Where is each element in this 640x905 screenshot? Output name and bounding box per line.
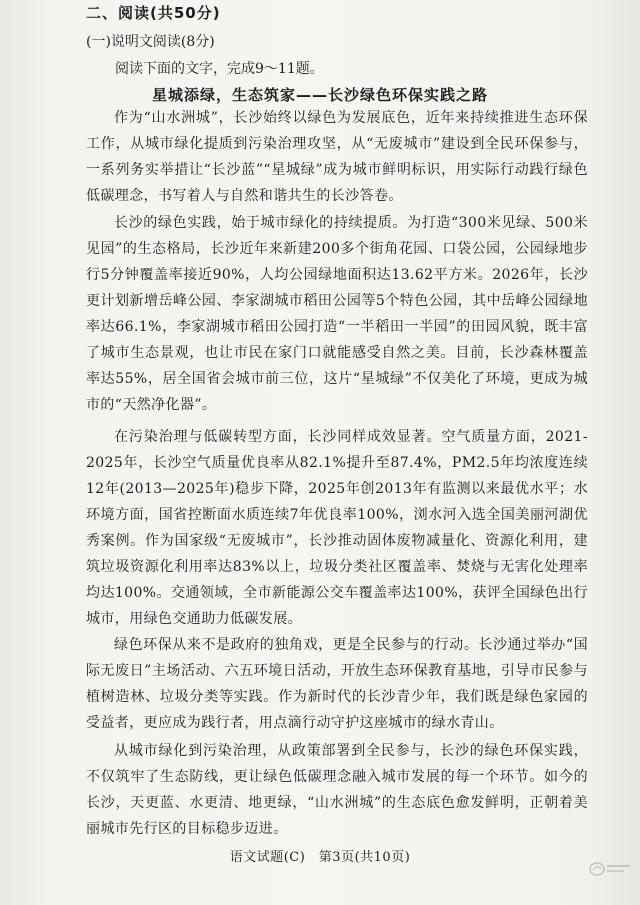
article-paragraph-4: 绿色环保从来不是政府的独角戏，更是全民参与的行动。长沙通过举办“国际无废日”主场活动、六五环境日活动，开放生态环保教育基地，引导市民参与植树造林、垃圾分类等实践。作为新时代的长沙青少年，我们既是绿色家园的受益者，更应成为践行者，用点滴行动守护这座城市的绿水青山。 — [86, 637, 588, 731]
reading-instruction: 阅读下面的文字，完成9～11题。 — [115, 61, 324, 77]
article-paragraph-1: 作为“山水洲城”，长沙始终以绿色为发展底色，近年来持续推进生态环保工作，从城市绿化提质到污染治理攻坚，从“无废城市”建设到全民环保参与，一系列务实举措让“长沙蓝”“星城绿”成为城市鲜明标识，用实际行动践行绿色低碳理念，书写着人与自然和谐共生的长沙答卷。 — [86, 110, 588, 204]
page-footer: 语文试题(C) 第3页(共10页) — [229, 850, 411, 865]
article-title: 星城添绿，生态筑家——长沙绿色环保实践之路 — [151, 86, 488, 104]
article-paragraph-5: 从城市绿化到污染治理，从政策部署到全民参与，长沙的绿色环保实践，不仅筑牢了生态防线，更让绿色低碳理念融入城市发展的每一个环节。如今的长沙，天更蓝、水更清、地更绿，“山水洲城”的生态底色愈发鲜明，正朝着美丽城市先行区的目标稳步迈进。 — [86, 743, 588, 837]
watermark-logo — [588, 860, 632, 878]
article-paragraph-2: 长沙的绿色实践，始于城市绿化的持续提质。为打造“300米见绿、500米见园”的生态格局，长沙近年来新建200多个街角花园、口袋公园，公园绿地步行5分钟覆盖率接近90%，人均公园绿地面积达13.62平方米。2026年，长沙更计划新增岳峰公园、李家湖城市稻田公园等5个特色公园，其中岳峰公园绿地率达66.1%，李家湖城市稻田公园打造“一半稻田一半园”的田园风貌，既丰富了城市生态景观，也让市民在家门口就能感受自然之美。目前，长沙森林覆盖率达55%，居全国省会城市前三位，这片“星城绿”不仅美化了环境，更成为城市的“天然净化器”。 — [86, 215, 588, 413]
subsection-title: (一)说明文阅读(8分) — [86, 34, 215, 50]
article-paragraph-3: 在污染治理与低碳转型方面，长沙同样成效显著。空气质量方面，2021-2025年，长沙空气质量优良率从82.1%提升至87.4%，PM2.5年均浓度连续12年(2013—2025年)稳步下降，2025年创2013年有监测以来最优水平；水环境方面，国省控断面水质连续7年优良率100%，浏水河入选全国美丽河湖优秀案例。作为国家级“无废城市”，长沙推动固体废物减量化、资源化利用，建筑垃圾资源化利用率达83%以上，垃圾分类社区覆盖率、焚烧与无害化处理率均达100%。交通领域，全市新能源公交车覆盖率达100%，获评全国绿色出行城市，用绿色交通助力低碳发展。 — [86, 429, 588, 627]
watermark-logo-icon — [588, 860, 632, 878]
section-title: 二、阅读(共50分) — [86, 4, 221, 22]
